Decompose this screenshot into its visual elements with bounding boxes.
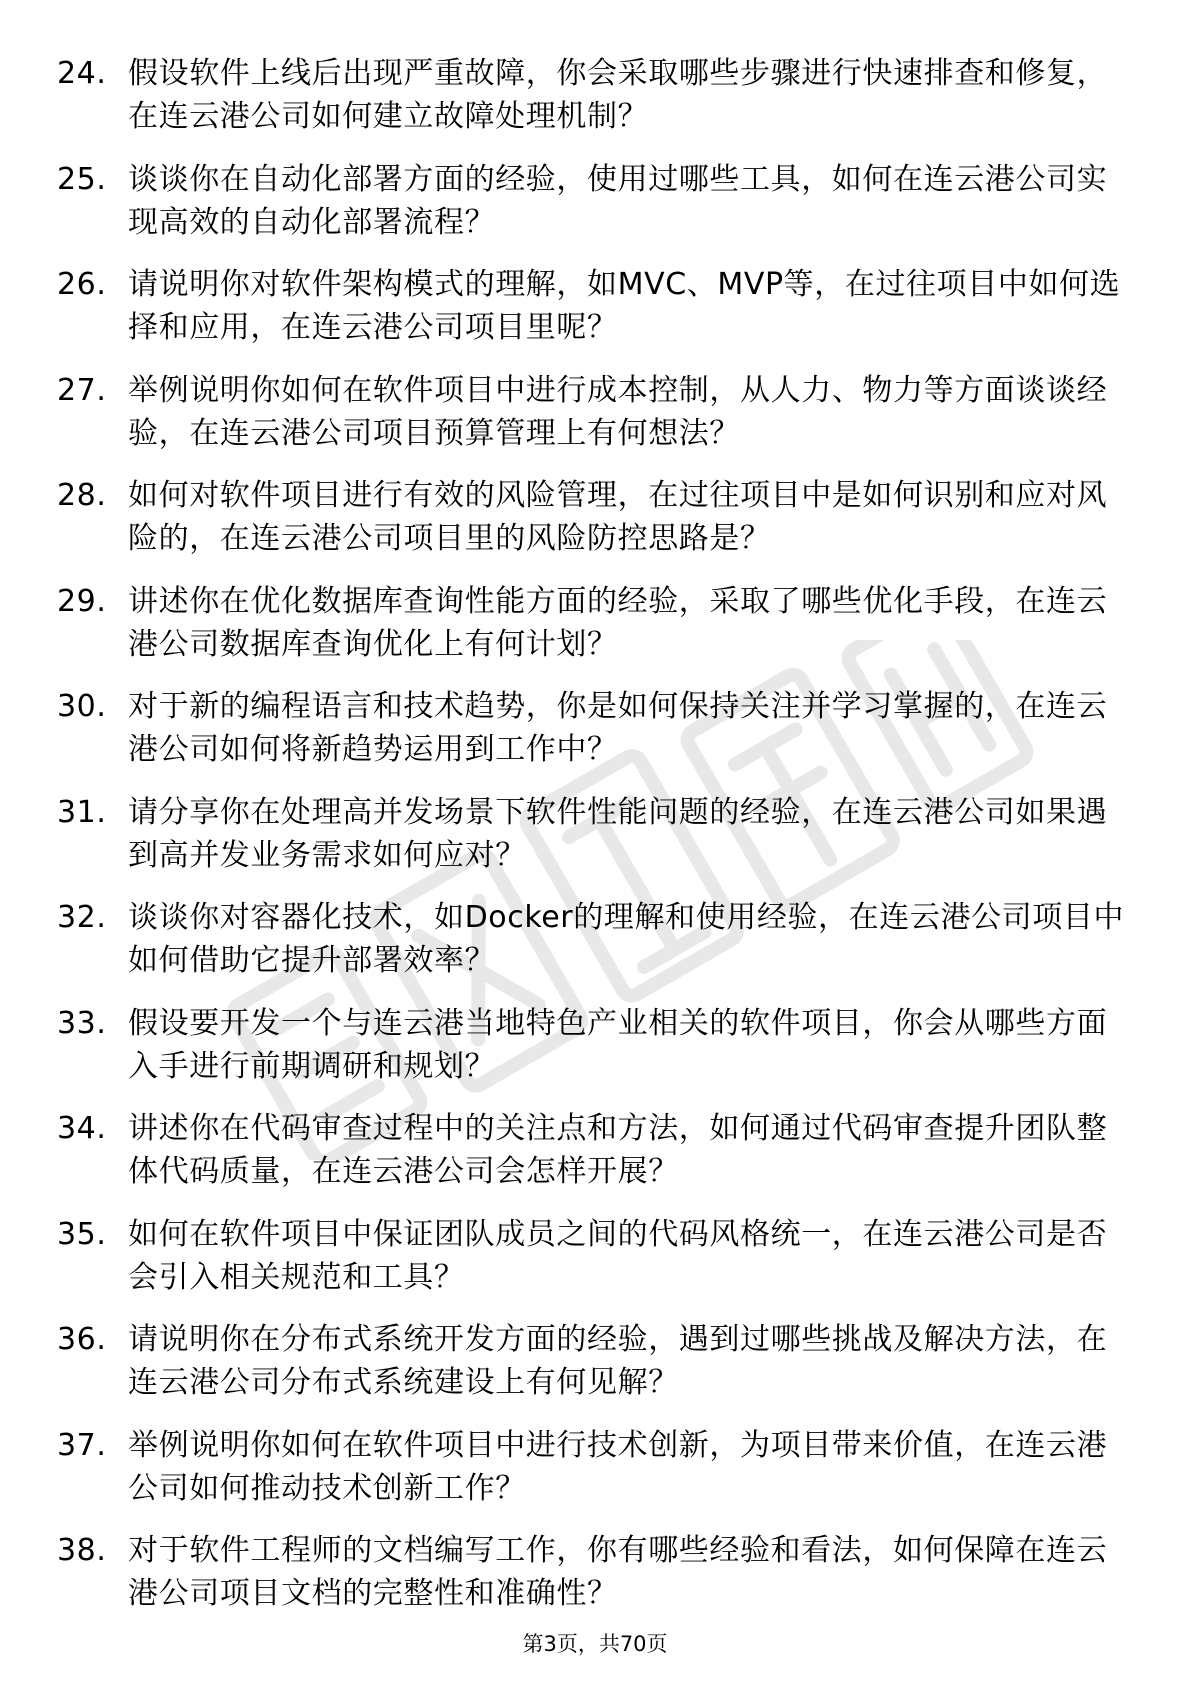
question-text: 对于软件工程师的文档编写工作，你有哪些经验和看法，如何保障在连云港公司项目文档的完整性和准确性？ — [128, 1533, 1108, 1611]
list-item — [57, 369, 1137, 455]
list-item — [57, 1529, 1137, 1615]
list-item — [57, 263, 1137, 349]
question-number: 24. — [57, 56, 107, 91]
question-text: 讲述你在代码审查过程中的关注点和方法，如何通过代码审查提升团队整体代码质量，在连云港公司会怎样开展？ — [128, 1111, 1108, 1189]
question-number: 30. — [57, 689, 107, 724]
question-number: 38. — [57, 1533, 107, 1568]
question-text: 对于新的编程语言和技术趋势，你是如何保持关注并学习掌握的，在连云港公司如何将新趋势运用到工作中？ — [128, 689, 1108, 767]
list-item — [57, 580, 1137, 666]
question-number: 25. — [57, 161, 107, 197]
question-text: 请说明你对软件架构模式的理解，如MVC、MVP等，在过往项目中如何选择和应用，在连云港公司项目里呢？ — [128, 267, 1121, 345]
list-item — [57, 158, 1137, 244]
question-number: 34. — [57, 1111, 107, 1146]
question-text: 假设软件上线后出现严重故障，你会采取哪些步骤进行快速排查和修复，在连云港公司如何建立故障处理机制？ — [128, 56, 1108, 134]
question-number: 28. — [57, 478, 107, 513]
list-item — [57, 896, 1137, 982]
question-number: 35. — [57, 1216, 107, 1252]
question-text: 谈谈你在自动化部署方面的经验，使用过哪些工具，如何在连云港公司实现高效的自动化部署流程？ — [128, 161, 1108, 240]
question-text: 如何对软件项目进行有效的风险管理，在过往项目中是如何识别和应对风险的，在连云港公司项目里的风险防控思路是？ — [128, 478, 1108, 556]
question-number: 33. — [57, 1005, 107, 1041]
question-text: 请分享你在处理高并发场景下软件性能问题的经验，在连云港公司如果遇到高并发业务需求如何应对？ — [128, 794, 1108, 873]
question-text: 谈谈你对容器化技术，如Docker的理解和使用经验，在连云港公司项目中如何借助它提升部署效率？ — [128, 900, 1125, 978]
question-number: 36. — [57, 1322, 107, 1357]
question-list — [57, 52, 1137, 1635]
question-number: 26. — [57, 267, 107, 302]
list-item — [57, 474, 1137, 560]
list-item — [57, 791, 1137, 877]
question-number: 32. — [57, 900, 107, 935]
list-item — [57, 1107, 1137, 1193]
question-number: 29. — [57, 583, 107, 619]
question-text: 假设要开发一个与连云港当地特色产业相关的软件项目，你会从哪些方面入手进行前期调研和规划？ — [128, 1005, 1108, 1084]
list-item — [57, 52, 1137, 138]
list-item — [57, 1318, 1137, 1404]
question-text: 举例说明你如何在软件项目中进行成本控制，从人力、物力等方面谈谈经验，在连云港公司项目预算管理上有何想法？ — [128, 372, 1108, 451]
question-text: 请说明你在分布式系统开发方面的经验，遇到过哪些挑战及解决方法，在连云港公司分布式系统建设上有何见解？ — [128, 1322, 1108, 1400]
question-text: 如何在软件项目中保证团队成员之间的代码风格统一，在连云港公司是否会引入相关规范和工具？ — [128, 1216, 1108, 1295]
list-item — [57, 685, 1137, 771]
list-item — [57, 1213, 1137, 1299]
list-item — [57, 1424, 1137, 1510]
question-text: 举例说明你如何在软件项目中进行技术创新，为项目带来价值，在连云港公司如何推动技术创新工作？ — [128, 1427, 1108, 1506]
question-number: 37. — [57, 1427, 107, 1463]
question-number: 27. — [57, 372, 107, 408]
list-item — [57, 1002, 1137, 1088]
page-indicator: 第3页，共70页 — [522, 1632, 668, 1656]
question-text: 讲述你在优化数据库查询性能方面的经验，采取了哪些优化手段，在连云港公司数据库查询优化上有何计划？ — [128, 583, 1108, 662]
question-number: 31. — [57, 794, 107, 830]
